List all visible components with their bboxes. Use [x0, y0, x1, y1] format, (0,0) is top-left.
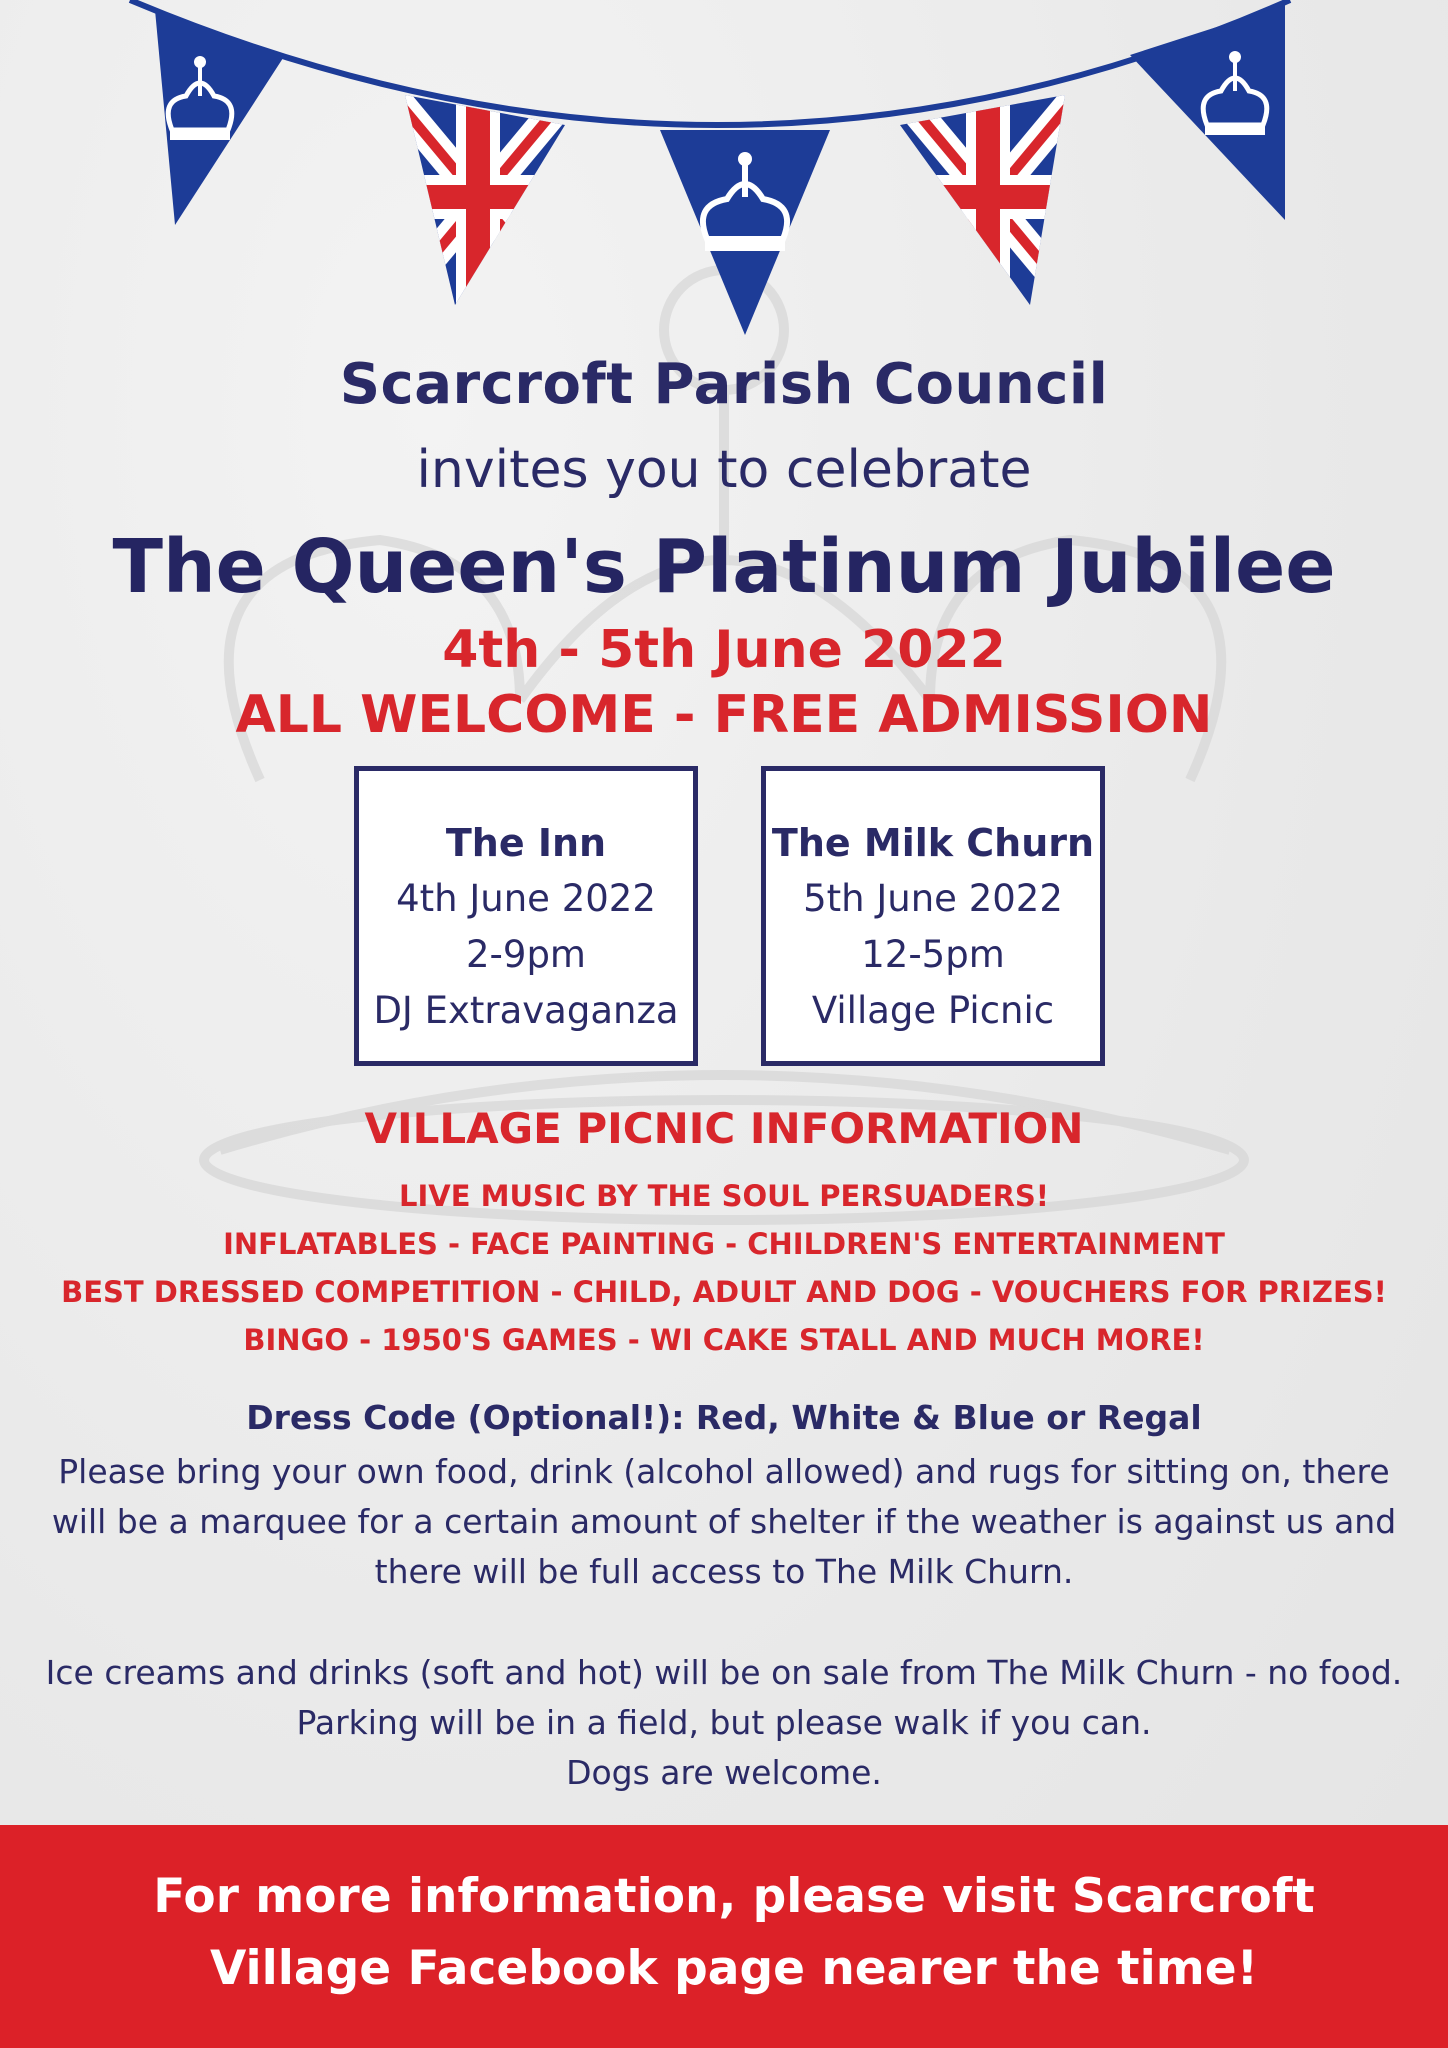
crown-pennant-2: [660, 130, 830, 335]
venue-time: 12-5pm: [861, 933, 1005, 976]
picnic-info-list: [0, 1172, 1448, 1364]
crown-pennant-3: [1130, 5, 1285, 220]
bring-food-paragraph: Please bring your own food, drink (alcohol allowed) and rugs for sitting on, there will be a marquee for a certain amount of shelter if the weather is against us and there will be full access to The Milk Churn.: [51, 1452, 1397, 1591]
venue-card-milk-churn: [761, 766, 1105, 1066]
venue-activity: DJ Extravaganza: [373, 989, 679, 1032]
list-item: LIVE MUSIC BY THE SOUL PERSUADERS!: [398, 1179, 1050, 1213]
footer-text: For more information, please visit Scarcroft Village Facebook page nearer the time!: [153, 1869, 1315, 1996]
paragraph-line: Dogs are welcome.: [566, 1753, 882, 1792]
paragraph-line: Ice creams and drinks (soft and hot) will be on sale from The Milk Churn - no food.: [45, 1653, 1403, 1692]
venue-name: The Inn: [445, 821, 607, 865]
invite-text: invites you to celebrate: [416, 440, 1032, 500]
list-item: BINGO - 1950'S GAMES - WI CAKE STALL AND MUCH MORE!: [243, 1323, 1205, 1357]
event-title: The Queen's Platinum Jubilee: [112, 524, 1336, 610]
venue-name: The Milk Churn: [771, 821, 1095, 865]
crown-pennant-1: [155, 10, 285, 225]
list-item: INFLATABLES - FACE PAINTING - CHILDREN'S ENTERTAINMENT: [223, 1227, 1225, 1261]
venue-card-inn: [354, 766, 698, 1066]
venue-date: 5th June 2022: [803, 877, 1063, 920]
council-name: Scarcroft Parish Council: [339, 352, 1109, 417]
dress-code: Dress Code (Optional!): Red, White & Blue or Regal: [246, 1398, 1202, 1437]
venue-date: 4th June 2022: [396, 877, 656, 920]
sales-parking-paragraph: [30, 1648, 1418, 1798]
venue-activity: Village Picnic: [811, 989, 1055, 1032]
list-item: BEST DRESSED COMPETITION - CHILD, ADULT AND DOG - VOUCHERS FOR PRIZES!: [61, 1275, 1387, 1309]
venue-time: 2-9pm: [466, 933, 586, 976]
event-dates: 4th - 5th June 2022: [442, 620, 1006, 680]
paragraph-line: Parking will be in a field, but please walk if you can.: [296, 1703, 1152, 1742]
picnic-info-heading: VILLAGE PICNIC INFORMATION: [364, 1104, 1084, 1153]
footer-banner: [0, 1825, 1448, 2048]
bunting: [0, 0, 1448, 340]
admission-banner: ALL WELCOME - FREE ADMISSION: [235, 685, 1213, 745]
union-flag-pennant-2: [890, 80, 1090, 320]
